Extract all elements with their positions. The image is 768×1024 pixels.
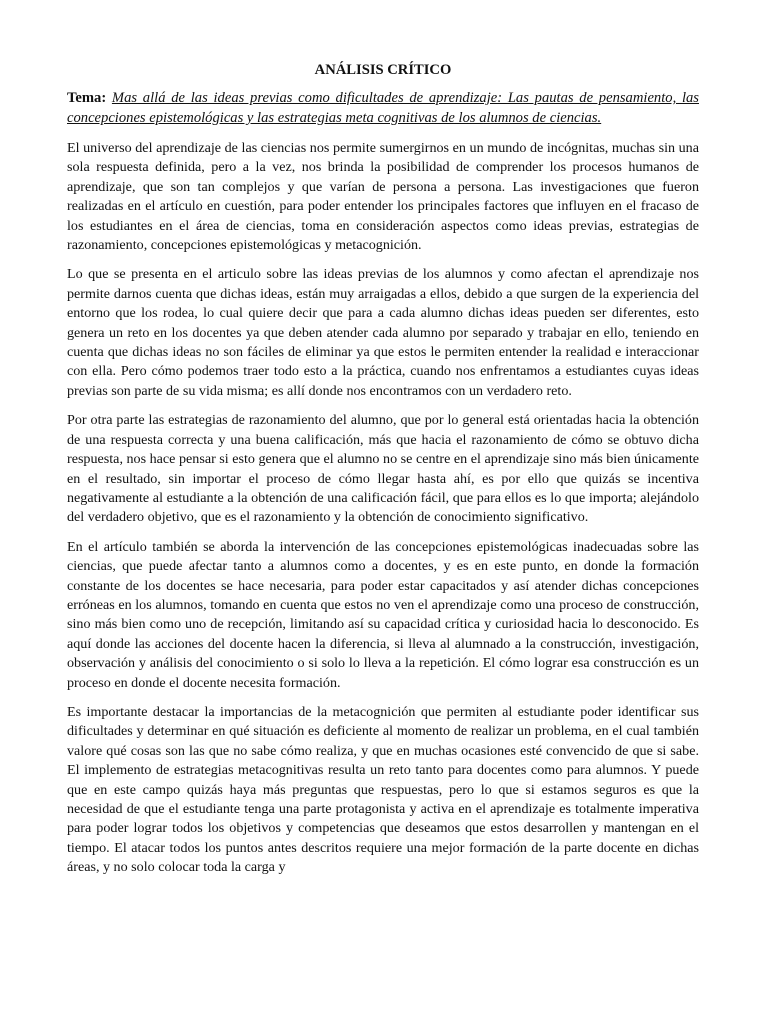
paragraph-estrategias-razonamiento: Por otra parte las estrategias de razonamiento del alumno, que por lo general está orientadas hacia la obtención de una respuesta correcta y una buena calificación, más que hacia el razonamiento de cómo se obtuvo dicha respuesta, nos hace pensar si esto genera que el alumno no se centre en el aprendizaje sino más bien únicamente en el resultado, sin importar el proceso de cómo llegar hasta ahí, es por ello que quizás se incentiva negativamente al estudiante a la obtención de una calificación fácil, que para ellos es lo que importa; alejándolo del verdadero objetivo, que es el razonamiento y la obtención de conocimiento significativo. — [67, 412, 699, 526]
topic-label: Tema: — [67, 90, 107, 106]
topic-text: Mas allá de las ideas previas como dificultades de aprendizaje: Las pautas de pensamiento, las concepciones epistemológicas y las estrategias meta cognitivas de los alumnos de ciencias. — [67, 90, 699, 126]
paragraph-ideas-previas: Lo que se presenta en el articulo sobre las ideas previas de los alumnos y como afectan el aprendizaje nos permite darnos cuenta que dichas ideas, están muy arraigadas a ellos, debido a que surgen de la experiencia del entorno que los rodea, lo cual quiere decir que para a cada alumno dichas ideas pueden ser diferentes, esto genera un reto en los docentes ya que deben atender cada alumno por separado y trabajar en ello, teniendo en cuenta que dichas ideas no son fáciles de eliminar ya que estos le permiten entender la realidad e interaccionar con ella. Pero cómo podemos traer todo esto a la práctica, cuando nos enfrentamos a estudiantes cuyas ideas previas son parte de su vida misma; es allí donde nos encontramos con un verdadero reto. — [67, 266, 699, 399]
paragraph-introduction: El universo del aprendizaje de las ciencias nos permite sumergirnos en un mundo de incógnitas, muchas sin una sola respuesta definida, pero a la vez, nos brinda la posibilidad de comprender los procesos humanos de aprendizaje, que son tan complejos y que varían de persona a persona. Las investigaciones que fueron realizadas en el artículo en cuestión, para poder entender los principales factores que influyen en el fracaso de los estudiantes en el área de ciencias, toma en consideración aspectos como ideas previas, estrategias de razonamiento, concepciones epistemológicas y metacognición. — [67, 140, 699, 254]
document-title: ANÁLISIS CRÍTICO — [314, 62, 452, 78]
document-page — [67, 60, 699, 878]
document-topic — [67, 88, 699, 128]
paragraph-metacognicion: Es importante destacar la importancias de la metacognición que permiten al estudiante poder identificar sus dificultades y determinar en qué situación es deficiente al momento de realizar un problema, en el cual también valore qué cosas son las que no sabe cómo realiza, y que en muchas ocasiones esté convencido de que si sabe. El implemento de estrategias metacognitivas resulta un reto tanto para docentes como para alumnos. Y puede que en este campo quizás haya más preguntas que respuestas, pero lo que si estamos seguros es que la necesidad de que el estudiante tenga una parte protagonista y activa en el aprendizaje es totalmente imperativa para poder lograr todos los objetivos y competencias que deseamos que estos desarrollen y mantengan en el tiempo. El atacar todos los puntos antes descritos requiere una mejor formación de la parte docente en dichas áreas, y no solo colocar toda la carga y — [67, 703, 699, 876]
paragraph-concepciones-epistemologicas: En el artículo también se aborda la intervención de las concepciones epistemológicas inadecuadas sobre las ciencias, que puede afectar tanto a alumnos como a docentes, y es en este punto, en donde la formación constante de los docentes se hace necesaria, para poder estar capacitados y así atender dichas concepciones erróneas en los alumnos, tomando en cuenta que estos no ven el aprendizaje como una proceso de construcción, sino más bien como uno de recepción, limitando así su capacidad crítica y curiosidad hacia lo desconocido. Es aquí donde las acciones del docente hacen la diferencia, si lleva al alumnado a la construcción, investigación, observación y análisis del conocimiento o si solo lo lleva a la repetición. El cómo lograr esa construcción es un proceso en donde el docente necesita formación. — [67, 538, 699, 691]
